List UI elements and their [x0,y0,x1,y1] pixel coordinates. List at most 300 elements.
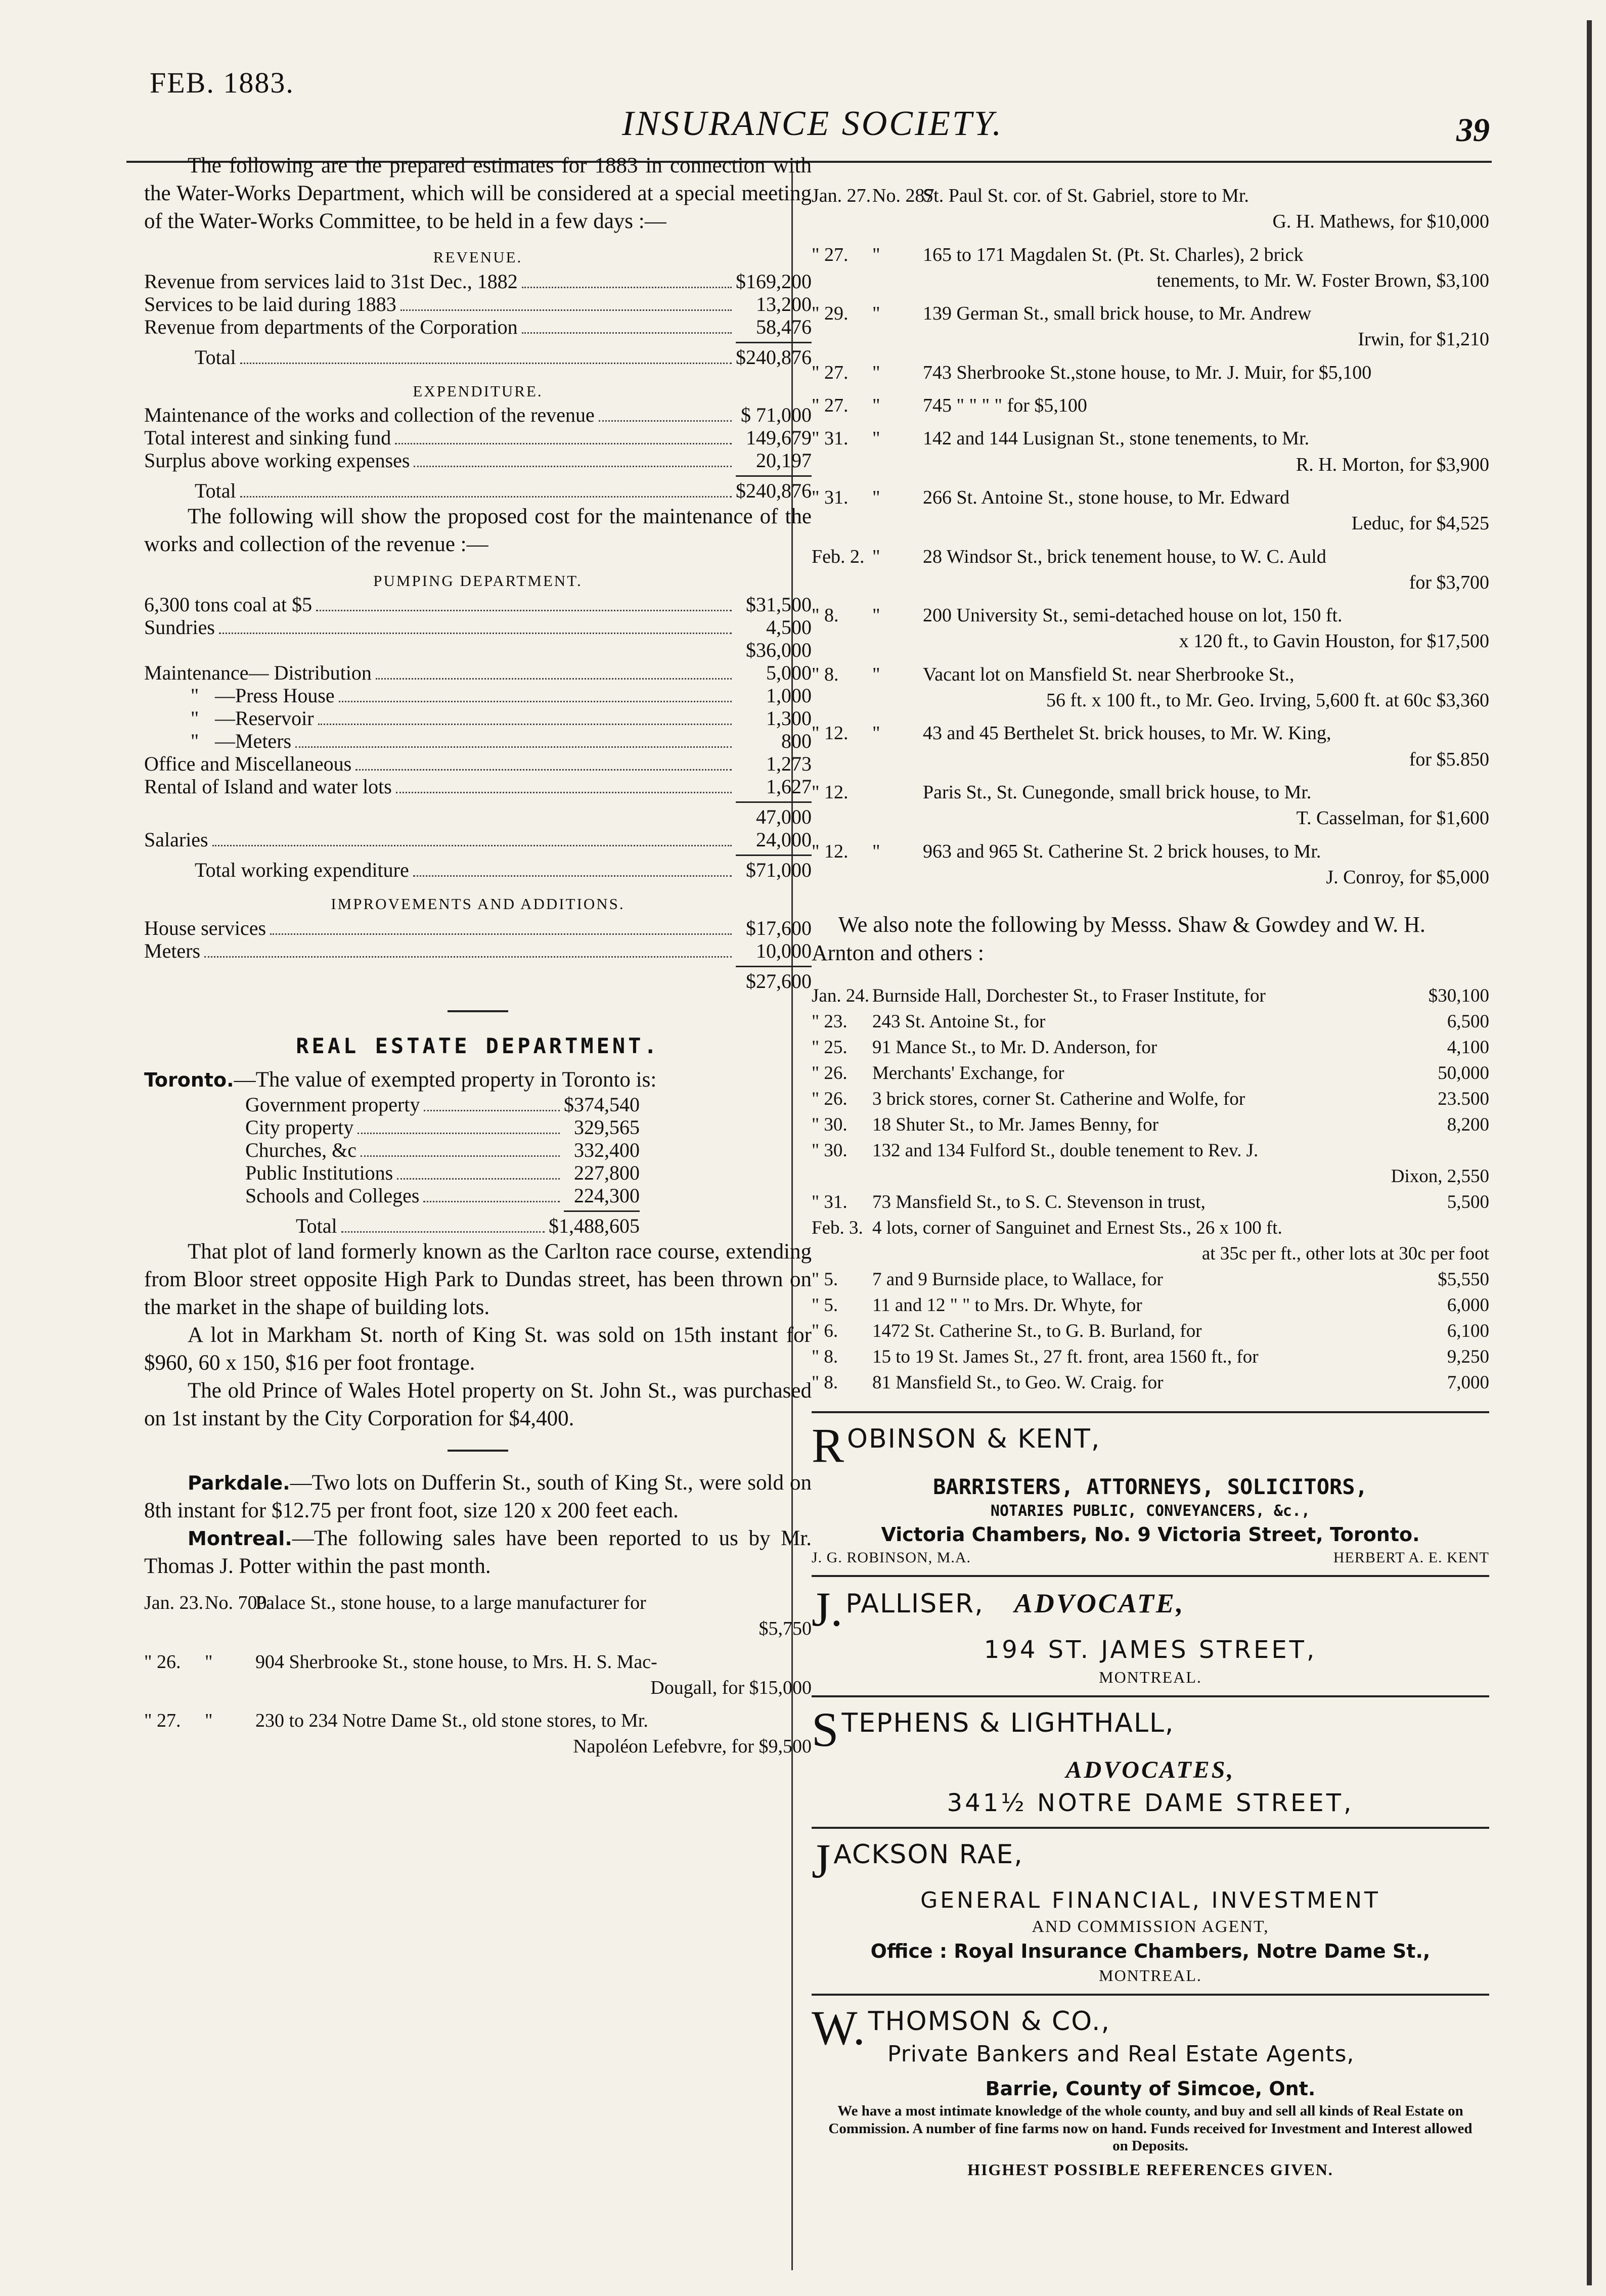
leader-dots [295,746,732,748]
sale-value: 6,500 [1447,1011,1489,1032]
revenue-list [144,271,812,339]
sale-date: " 23. [812,1011,847,1032]
exempted-total: $1,488,605 [549,1214,640,1237]
shaw-sale [812,1215,1489,1241]
sale-number [872,780,923,805]
sale-text: 11 and 12 " " to Mrs. Dr. Whyte, for [872,1295,1142,1316]
sale-text: 4 lots, corner of Sanguinet and Ernest Sts., 26 x 100 ft. [872,1218,1282,1239]
sale-number: " [872,840,880,862]
revenue-row-label: Revenue from services laid to 31st Dec., 1882 [144,269,518,293]
right-sale [812,780,1489,832]
ad-firm-name: PALLISER, [845,1589,984,1619]
sale-continuation: for $3,700 [1409,571,1489,593]
exempted-row-label: City property [245,1115,354,1139]
ad-initial: J [812,1834,831,1888]
ad-body: We have a most intimate knowledge of the whole county, and buy and sell all kinds of Real Estate on Commission. A number of fine farms now on hand. Funds received for Investment and Interest allowed on Deposits. [828,2102,1473,2154]
right-sale-line [812,721,1489,746]
ad-role: ADVOCATES, [1065,1757,1235,1784]
sale-text: 745 " " " " for $5,100 [923,395,1087,417]
sale-date: Jan. 24. [812,985,870,1006]
sale-text: 81 Mansfield St., to Geo. W. Craig. for [872,1372,1164,1393]
improvement-row-label: Meters [144,939,201,962]
sum-rule [736,801,812,803]
sale-date: " 27. [812,244,849,265]
exempted-row [245,1116,640,1139]
sale-continuation: x 120 ft., to Gavin Houston, for $17,500 [1179,631,1489,652]
ad-line: Victoria Chambers, No. 9 Victoria Street, Toronto. [881,1523,1420,1546]
leader-dots [270,933,732,935]
right-sale-line [812,603,1489,628]
ad-initial: S [812,1702,839,1757]
improvements-total: $27,600 [746,969,812,993]
right-sale [812,485,1489,537]
ad-palliser [812,1575,1489,1695]
other-row [144,753,812,776]
pumping-total-row [144,639,812,662]
montreal-text: —The following sales have been reported to us by Mr. Thomas J. Potter within the past month. [144,1526,812,1578]
sale-continuation: for $5.850 [1409,748,1489,770]
sale-date: " 8. [812,605,839,626]
sale-text: 28 Windsor St., brick tenement house, to W. C. Auld [923,546,1326,567]
revenue-row-label: Services to be laid during 1883 [144,292,396,316]
shaw-sale [812,1370,1489,1395]
sale-date: " 26. [812,1062,847,1084]
sale-text: 743 Sherbrooke St.,stone house, to Mr. J. Muir, for $5,100 [923,362,1372,383]
sale-value: 6,100 [1447,1321,1489,1342]
improvement-row-label: House services [144,916,266,939]
ad-line: GENERAL FINANCIAL, INVESTMENT [920,1887,1380,1914]
toronto-heading: Toronto. [144,1068,234,1091]
sale-date: " 8. [812,663,839,685]
sale-continuation: $5,750 [759,1618,812,1640]
pumping-row-label: 6,300 tons coal at $5 [144,593,313,616]
exempted-row-value: 332,400 [574,1138,640,1161]
sale-text: 1472 St. Catherine St., to G. B. Burland, for [872,1321,1202,1342]
sale-date: " 31. [812,486,849,508]
pumping-list [144,594,812,639]
maintenance-label: Maintenance— Distribution [144,661,372,685]
exempted-row-label: Churches, &c [245,1138,356,1161]
sale-date: " 8. [812,1346,838,1368]
right-sale-line [812,360,1489,386]
working-total: $71,000 [746,859,812,882]
sale-text: Merchants' Exchange, for [872,1062,1064,1084]
right-sale [812,544,1489,596]
revenue-total: $240,876 [736,345,812,369]
sale-date: Feb. 3. [812,1218,863,1239]
revenue-heading: REVENUE. [433,248,523,266]
maintenance-row-value: 1,000 [766,684,812,707]
ad-firm-name: TEPHENS & LIGHTHALL, [841,1708,1175,1739]
pumping-total: $36,000 [746,639,812,662]
sale-text: 91 Mance St., to Mr. D. Anderson, for [872,1037,1157,1058]
potter-sale-line [144,1590,812,1616]
exempted-row-label: Schools and Colleges [245,1184,420,1207]
journal-title: INSURANCE SOCIETY. [622,104,1003,143]
exempted-row [245,1185,640,1207]
sale-date: " 5. [812,1269,838,1290]
expenditure-row-value: $ 71,000 [741,403,812,427]
parkdale-text: —Two lots on Dufferin St., south of King St., were sold on 8th instant for $12.75 per front foot, size 120 x 200 feet each. [144,1470,812,1522]
pumping-row-label: Sundries [144,616,215,639]
exempted-row-value: 227,800 [574,1161,640,1184]
sale-continuation: 56 ft. x 100 ft., to Mr. Geo. Irving, 5,600 ft. at 60c $3,360 [1046,690,1489,711]
shaw-sale [812,1189,1489,1215]
expenditure-row [144,427,812,449]
right-sale-line [812,242,1489,268]
sale-text: 142 and 144 Lusignan St., stone tenements, to Mr. [923,428,1310,449]
ad-partner-left: J. G. ROBINSON, M.A. [812,1549,971,1566]
sale-value [1413,1138,1489,1163]
sale-continuation: Dougall, for $15,000 [650,1677,812,1698]
sale-value: 50,000 [1438,1062,1489,1084]
ad-address: 194 ST. JAMES STREET, [984,1636,1317,1664]
sale-text: 963 and 965 St. Catherine St. 2 brick houses, to Mr. [923,840,1321,862]
other-row-label: Office and Miscellaneous [144,752,352,776]
sale-value: 4,100 [1447,1037,1489,1058]
carlton-paragraph: That plot of land formerly known as the Carlton race course, extending from Bloor street opposite High Park to Dundas street, has been thrown on the market in the shape of building lots. [144,1239,812,1319]
potter-sale [144,1649,812,1701]
expenditure-row-value: 20,197 [756,449,812,472]
section-divider [448,1010,508,1012]
montreal-heading: Montreal. [188,1527,292,1550]
sale-text: Paris St., St. Cunegonde, small brick house, to Mr. [923,781,1312,803]
expenditure-row-label: Surplus above working expenses [144,449,410,472]
leader-dots [355,769,732,771]
leader-dots [400,309,732,311]
sale-text: St. Paul St. cor. of St. Gabriel, store to Mr. [923,185,1249,206]
revenue-total-row [144,346,812,369]
ad-jackson-rae [812,1827,1489,1994]
ad-firm-name: ACKSON RAE, [833,1839,1023,1870]
shaw-sale [812,1086,1489,1112]
ditto-mark: " [190,730,199,753]
sale-text: 165 to 171 Magdalen St. (Pt. St. Charles), 2 brick [923,244,1304,265]
right-sale [812,839,1489,891]
sale-date: " 5. [812,1295,838,1316]
sale-number: " [872,546,880,567]
sale-text: 230 to 234 Notre Dame St., old stone stores, to Mr. [255,1710,648,1732]
sum-rule [736,475,812,477]
real-estate-heading: REAL ESTATE DEPARTMENT. [296,1033,660,1058]
right-sale [812,393,1489,419]
sale-number: " [872,362,880,383]
expenditure-total-label: Total [195,479,236,503]
revenue-total-label: Total [195,345,236,369]
improvement-row [144,917,812,940]
sum-rule [736,342,812,343]
sale-date: " 30. [812,1140,847,1161]
sale-continuation: T. Casselman, for $1,600 [1296,807,1489,829]
sale-value: 5,500 [1447,1192,1489,1213]
right-sale [812,242,1489,294]
ad-line: Office : Royal Insurance Chambers, Notre Dame St., [870,1940,1431,1963]
shaw-sale [812,1034,1489,1060]
shaw-sale [812,983,1489,1009]
sale-continuation: R. H. Morton, for $3,900 [1296,454,1489,475]
other-row [144,776,812,798]
sale-number: " [872,395,880,417]
shaw-sales-list [812,983,1489,1396]
shaw-sale [812,1060,1489,1086]
left-column [144,152,812,1767]
other-row-value: 1,627 [766,775,812,798]
ad-role: ADVOCATE, [1014,1588,1185,1619]
exempted-row-value: $374,540 [564,1093,640,1116]
leader-dots [358,1133,560,1134]
right-sale-line [812,393,1489,419]
exempted-list [245,1094,640,1207]
sale-continuation: at 35c per ft., other lots at 30c per foot [1201,1243,1489,1265]
sale-continuation: Dixon, 2,550 [1391,1166,1489,1187]
maintenance-row-value: 800 [781,730,812,753]
revenue-row [144,271,812,293]
pumping-heading: PUMPING DEPARTMENT. [373,571,583,590]
right-sale-line [812,426,1489,452]
exempted-row [245,1162,640,1185]
sale-number: " [205,1710,213,1732]
shaw-sale [812,1292,1489,1318]
improvement-row-value: 10,000 [756,939,812,962]
leader-dots [204,956,732,958]
maintenance-distribution: 5,000 [766,661,812,685]
sale-date: " 27. [812,395,849,417]
leader-dots [318,724,732,725]
sale-value: 8,200 [1447,1114,1489,1135]
exempted-total-label: Total [296,1214,337,1237]
other-list [144,753,812,798]
sale-number: No. 287 [872,185,934,206]
leader-dots [361,1155,560,1157]
ad-thomson [812,1994,1489,2188]
sale-date: " 31. [812,428,849,449]
revenue-row-label: Revenue from departments of the Corporation [144,315,518,338]
sale-continuation: Napoléon Lefebvre, for $9,500 [573,1736,812,1758]
potter-sale [144,1708,812,1760]
leader-dots [522,332,732,334]
potter-sales-list [144,1590,812,1760]
maintenance-row-label: —Reservoir [215,707,314,730]
sale-value [1413,1215,1489,1241]
sale-date: Jan. 23. [144,1592,204,1613]
right-sale [812,721,1489,773]
ad-initial: J. [812,1582,843,1637]
sale-value: 7,000 [1447,1372,1489,1393]
ad-line: NOTARIES PUBLIC, CONVEYANCERS, &c., [990,1502,1311,1520]
sale-text: 18 Shuter St., to Mr. James Benny, for [872,1114,1158,1135]
maintenance-distribution-row [144,662,812,685]
ad-footer: HIGHEST POSSIBLE REFERENCES GIVEN. [967,2160,1333,2179]
exempted-row [245,1094,640,1116]
sale-number: " [872,663,880,685]
right-sale [812,360,1489,386]
revenue-row-value: 58,476 [756,315,812,338]
sale-text: 132 and 134 Fulford St., double tenement to Rev. J. [872,1140,1259,1161]
right-sale-line [812,662,1489,688]
expenditure-row-value: 149,679 [746,426,812,449]
sale-date: " 12. [812,723,849,744]
toronto-paragraph [144,1066,812,1094]
sale-date: Jan. 27. [812,185,871,206]
expenditure-row-label: Total interest and sinking fund [144,426,391,449]
maintenance-row-value: 1,300 [766,707,812,730]
ad-city: MONTREAL. [1099,1668,1202,1687]
other-row-label: Rental of Island and water lots [144,775,392,798]
ditto-mark: " [190,684,199,707]
right-column [812,183,1489,2188]
right-sale-line [812,485,1489,511]
maintenance-list [144,685,812,753]
sale-date: " 25. [812,1037,847,1058]
montreal-paragraph [144,1524,812,1580]
prince-of-wales-paragraph: The old Prince of Wales Hotel property on St. John St., was purchased on 1st instant by the City Corporation for $4,400. [144,1378,812,1430]
sale-text: 73 Mansfield St., to S. C. Stevenson in trust, [872,1192,1206,1213]
sale-text: 266 St. Antoine St., stone house, to Mr. Edward [923,486,1290,508]
working-total-label: Total working expenditure [195,859,409,882]
sum-rule [736,966,812,967]
improvements-heading: IMPROVEMENTS AND ADDITIONS. [331,895,625,913]
sale-number: " [872,303,880,325]
sale-value: $5,550 [1438,1269,1489,1290]
right-sale-line [812,301,1489,327]
shaw-sale [812,1344,1489,1370]
page-edge [1587,20,1592,2285]
shaw-sale [812,1318,1489,1344]
potter-sale-line [144,1649,812,1675]
sale-value: 6,000 [1447,1295,1489,1316]
exempted-total-row [245,1215,640,1238]
right-sale-line [812,544,1489,570]
sale-date: " 12. [812,781,849,803]
expenditure-total-row [144,480,812,503]
expenditure-total: $240,876 [736,479,812,503]
other-row-value: 1,273 [766,752,812,776]
sale-text: 243 St. Antoine St., for [872,1011,1046,1032]
maintenance-row-label: —Press House [215,684,335,707]
right-sale [812,426,1489,478]
ad-line: AND COMMISSION AGENT, [1032,1917,1269,1937]
revenue-row [144,316,812,339]
ad-line: Private Bankers and Real Estate Agents, [887,2041,1355,2067]
pumping-row-value: 4,500 [766,616,812,639]
leader-dots [396,792,732,793]
expenditure-heading: EXPENDITURE. [413,382,543,400]
issue-date: FEB. 1883. [150,66,294,99]
ad-address: 341½ NOTRE DAME STREET, [947,1789,1354,1818]
page-number: 39 [1456,112,1490,149]
right-sale [812,662,1489,714]
leader-dots [423,1201,560,1202]
sale-continuation: G. H. Mathews, for $10,000 [1272,211,1489,233]
leader-dots [219,633,732,634]
exempted-row-value: 329,565 [574,1115,640,1139]
ad-firm-name: OBINSON & KENT, [847,1423,1101,1454]
maintenance-intro: The following will show the proposed cost for the maintenance of the works and collection of the revenue :— [144,505,812,557]
shaw-sale [812,1112,1489,1138]
right-sale [812,603,1489,655]
sale-date: " 30. [812,1114,847,1135]
sale-date: " 26. [144,1651,181,1673]
sale-value: 23.500 [1438,1088,1489,1109]
sale-date: " 8. [812,1372,838,1393]
sale-date: " 31. [812,1192,847,1213]
maintenance-row [144,685,812,707]
sale-date: " 27. [144,1710,181,1732]
sale-number: " [205,1651,213,1673]
sale-number: " [872,605,880,626]
maintenance-row [144,707,812,730]
right-sale-line [812,780,1489,805]
sale-text: Palace St., stone house, to a large manufacturer for [255,1592,646,1613]
revenue-row-value: 13,200 [756,292,812,316]
exempted-row-label: Public Institutions [245,1161,393,1184]
sale-date: Feb. 2. [812,546,865,567]
sale-text: Burnside Hall, Dorchester St., to Fraser Institute, for [872,985,1266,1006]
salaries-row [144,829,812,851]
sale-number: No. 700 [205,1592,267,1613]
sale-date: " 29. [812,303,849,325]
sale-text: 43 and 45 Berthelet St. brick houses, to Mr. W. King, [923,723,1331,744]
maintenance-row-label: —Meters [215,730,292,753]
potter-sale [144,1590,812,1642]
salaries-label: Salaries [144,828,208,851]
expenditure-row [144,449,812,472]
sale-text: 200 University St., semi-detached house on lot, 150 ft. [923,605,1343,626]
salaries: 24,000 [756,828,812,851]
subtotal-row [144,806,812,829]
leader-dots [522,287,732,288]
right-sale-line [812,839,1489,865]
leader-dots [424,1110,560,1111]
expenditure-row [144,404,812,427]
exempted-row [245,1139,640,1162]
ad-robinson-kent [812,1411,1489,1575]
expenditure-list [144,404,812,472]
subtotal: 47,000 [756,805,812,829]
ad-partner-right: HERBERT A. E. KENT [1333,1549,1489,1566]
sale-date: " 6. [812,1321,838,1342]
right-sale-line [812,183,1489,209]
improvement-row [144,940,812,963]
sale-text: 15 to 19 St. James St., 27 ft. front, area 1560 ft., for [872,1346,1259,1368]
ad-firm-name: THOMSON & CO., [868,2006,1111,2037]
pumping-row-value: $31,500 [746,593,812,616]
sale-text: 3 brick stores, corner St. Catherine and Wolfe, for [872,1088,1245,1109]
sale-value: 9,250 [1447,1346,1489,1368]
sale-text: 7 and 9 Burnside place, to Wallace, for [872,1269,1163,1290]
sale-text: Vacant lot on Mansfield St. near Sherbrooke St., [923,663,1295,685]
sum-rule [564,1210,640,1212]
sale-number: " [872,428,880,449]
sale-continuation: Leduc, for $4,525 [1351,513,1489,534]
estimates-intro: The following are the prepared estimates for 1883 in connection with the Water-Works Department, which will be considered at a special meeting of the Water-Works Committee, to be held in a few days :— [144,154,812,234]
expenditure-row-label: Maintenance of the works and collection of the revenue [144,403,595,427]
sale-date: " 27. [812,362,849,383]
working-total-row [144,859,812,882]
leader-dots [397,1178,560,1180]
section-divider [448,1450,508,1452]
potter-sale-line [144,1708,812,1734]
pumping-row [144,616,812,639]
sum-rule [736,854,812,856]
sale-continuation: Irwin, for $1,210 [1358,329,1489,350]
shaw-sale [812,1267,1489,1292]
sale-number: " [872,723,880,744]
sale-continuation: tenements, to Mr. W. Foster Brown, $3,100 [1156,269,1489,291]
leader-dots [599,420,732,422]
sale-number: " [872,244,880,265]
sale-continuation: J. Conroy, for $5,000 [1326,866,1489,888]
